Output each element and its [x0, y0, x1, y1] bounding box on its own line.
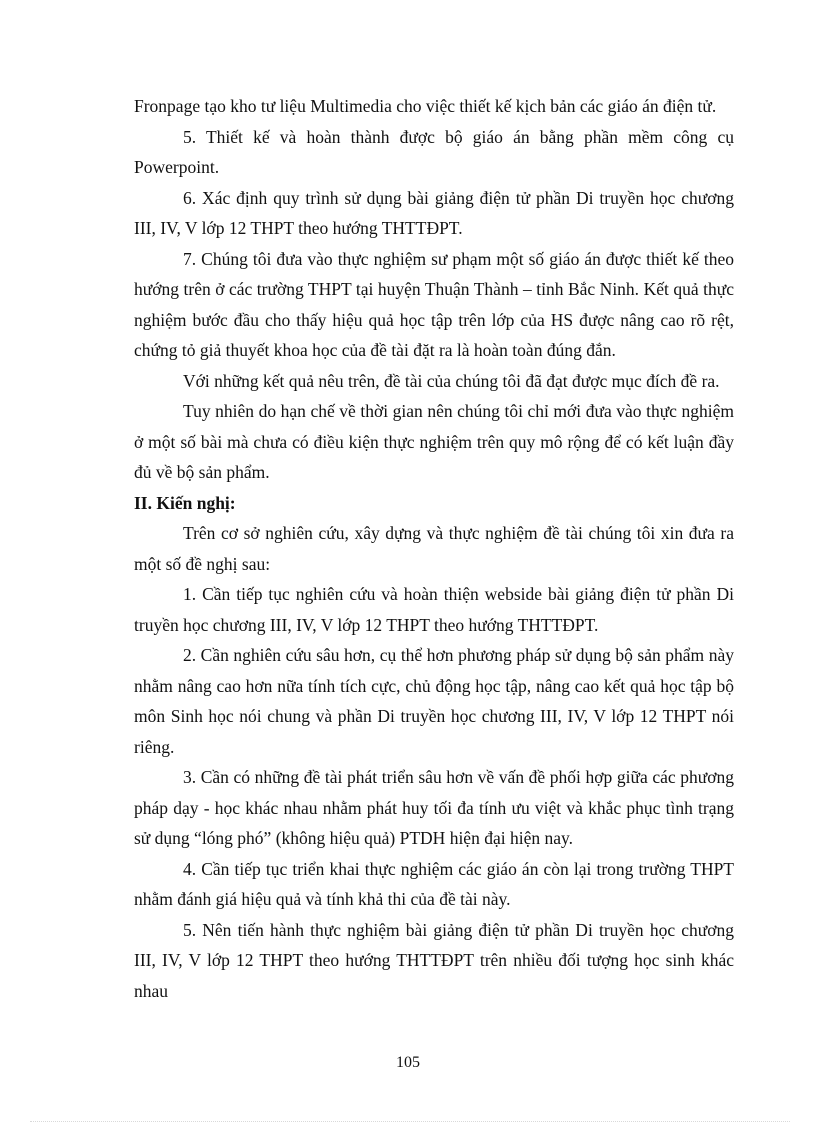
page-body [134, 91, 734, 1006]
paragraph-recommendations-intro: Trên cơ sở nghiên cứu, xây dựng và thực nghiệm đề tài chúng tôi xin đưa ra một số đề nghị sau: [134, 523, 734, 574]
paragraph-limitation: Tuy nhiên do hạn chế về thời gian nên chúng tôi chỉ mới đưa vào thực nghiệm ở một số bài mà chưa có điều kiện thực nghiệm trên quy mô rộng để có kết luận đầy đủ về bộ sản phẩm. [134, 401, 734, 482]
paragraph-conclusion: Với những kết quả nêu trên, đề tài của chúng tôi đã đạt được mục đích đề ra. [183, 370, 720, 391]
page-bottom-divider [30, 1121, 790, 1122]
recommendation-item-3: 3. Cần có những đề tài phát triển sâu hơn về vấn đề phối hợp giữa các phương pháp dạy - học khác nhau nhằm phát huy tối đa tính ưu việt và khắc phục tình trạng sử dụng “lóng phó” (không hiệu quả) PTDH hiện đại hiện nay. [134, 767, 734, 848]
paragraph-intro-continued: Fronpage tạo kho tư liệu Multimedia cho việc thiết kế kịch bản các giáo án điện tử. [134, 96, 717, 116]
paragraph-result-6: 6. Xác định quy trình sử dụng bài giảng điện tử phần Di truyền học chương III, IV, V lớp 12 THPT theo hướng THTTĐPT. [134, 187, 734, 238]
paragraph-result-7: 7. Chúng tôi đưa vào thực nghiệm sư phạm một số giáo án được thiết kế theo hướng trên ở các trường THPT tại huyện Thuận Thành – tỉnh Bắc Ninh. Kết quả thực nghiệm bước đầu cho thấy hiệu quả học tập trên lớp của HS được nâng cao rõ rệt, chứng tỏ giả thuyết khoa học của đề tài đặt ra là hoàn toàn đúng đắn. [134, 248, 734, 360]
recommendation-item-1: 1. Cần tiếp tục nghiên cứu và hoàn thiện webside bài giảng điện tử phần Di truyền học chương III, IV, V lớp 12 THPT theo hướng THTTĐPT. [134, 584, 734, 635]
page-number: 105 [396, 1054, 420, 1071]
paragraph-result-5: 5. Thiết kế và hoàn thành được bộ giáo án bằng phần mềm công cụ Powerpoint. [134, 126, 734, 177]
recommendation-item-4: 4. Cần tiếp tục triển khai thực nghiệm các giáo án còn lại trong trường THPT nhằm đánh giá hiệu quả và tính khả thi của đề tài này. [134, 858, 734, 909]
section-heading-recommendations: II. Kiến nghị: [134, 492, 236, 513]
recommendation-item-5: 5. Nên tiến hành thực nghiệm bài giảng điện tử phần Di truyền học chương III, IV, V lớp 12 THPT theo hướng THTTĐPT trên nhiều đối tượng học sinh khác nhau [134, 919, 734, 1001]
recommendation-item-2: 2. Cần nghiên cứu sâu hơn, cụ thể hơn phương pháp sử dụng bộ sản phẩm này nhằm nâng cao hơn nữa tính tích cực, chủ động học tập, nâng cao kết quả học tập bộ môn Sinh học nói chung và phần Di truyền học chương III, IV, V lớp 12 THPT nói riêng. [134, 645, 734, 757]
